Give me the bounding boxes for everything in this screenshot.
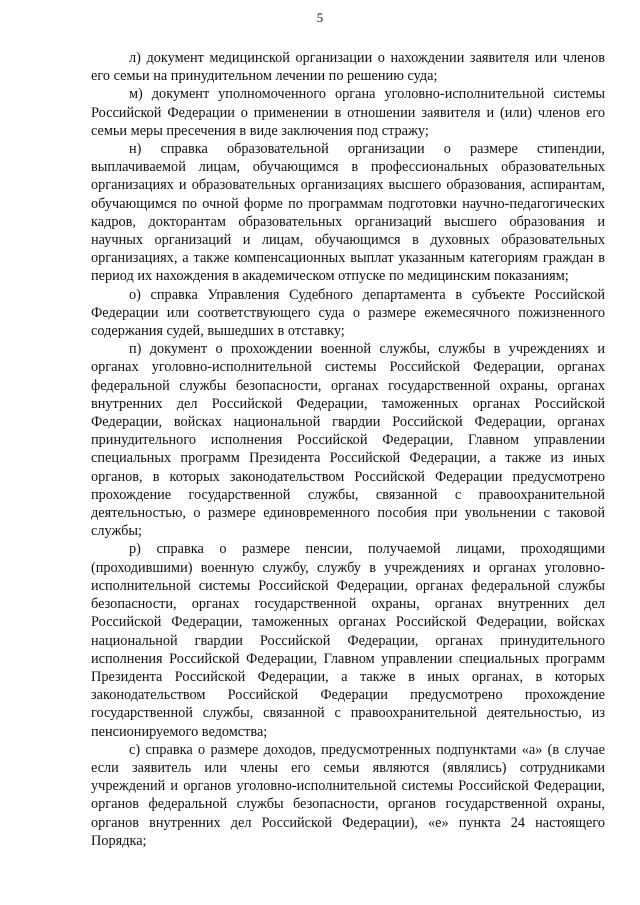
paragraph-s: с) справка о размере доходов, предусмотренных подпунктами «а» (в случае если заявитель или члены его семьи являются (являлись) сотрудниками учреждений и органов уголовно-исполнительной системы Российской Федерации, органов федеральной службы безопасности, органов государственной охраны, органов внутренних дел Российской Федерации), «е» пункта 24 настоящего Порядка; bbox=[91, 741, 605, 849]
paragraph-l: л) документ медицинской организации о нахождении заявителя или членов его семьи на принудительном лечении по решению суда; bbox=[91, 50, 605, 85]
page-number: 5 bbox=[316, 10, 324, 25]
paragraph-n: н) справка образовательной организации о размере стипендии, выплачиваемой лицам, обучающимся в профессиональных образовательных организациях и образовательных организациях высшего образования, аспирантам, обучающимся по очной форме по программам подготовки научно-педагогических кадров, докторантам образовательных организаций высшего образования и научных организаций и лицам, обучающимся в духовных образовательных организациях, а также компенсационных выплат указанным категориям граждан в период их нахождения в академическом отпуске по медицинским показаниям; bbox=[91, 141, 605, 285]
paragraph-o: о) справка Управления Судебного департамента в субъекте Российской Федерации или соответствующего суда о размере ежемесячного пожизненного содержания судей, вышедших в отставку; bbox=[91, 286, 605, 340]
paragraph-r: р) справка о размере пенсии, получаемой лицами, проходящими (проходившими) военную службу, службу в учреждениях и органах уголовно-исполнительной системы Российской Федерации, органах федеральной службы безопасности, органах государственной охраны, органах внутренних дел Российской Федерации, таможенных органах Российской Федерации, войсках национальной гвардии Российской Федерации, органах принудительного исполнения Российской Федерации, Главном управлении специальных программ Президента Российской Федерации, а также в иных органах, в которых законодательством Российской Федерации предусмотрено прохождение государственной службы, связанной с правоохранительной деятельностью, из пенсионируемого ведомства; bbox=[91, 541, 605, 740]
paragraph-p: п) документ о прохождении военной службы, службы в учреждениях и органах уголовно-исполнительной системы Российской Федерации, органах федеральной службы безопасности, органах государственной охраны, органах внутренних дел Российской Федерации, таможенных органах Российской Федерации, войсках национальной гвардии Российской Федерации, органах принудительного исполнения Российской Федерации, Главном управлении специальных программ Президента Российской Федерации, а также из иных органов, в которых законодательством Российской Федерации предусмотрено прохождение государственной службы, связанной с правоохранительной деятельностью, о размере единовременного пособия при увольнении с таковой службы; bbox=[91, 341, 605, 540]
document-body bbox=[91, 49, 605, 850]
paragraph-m: м) документ уполномоченного органа уголовно-исполнительной системы Российской Федерации о применении в отношении заявителя и (или) членов его семьи меры пресечения в виде заключения под стражу; bbox=[91, 86, 605, 139]
